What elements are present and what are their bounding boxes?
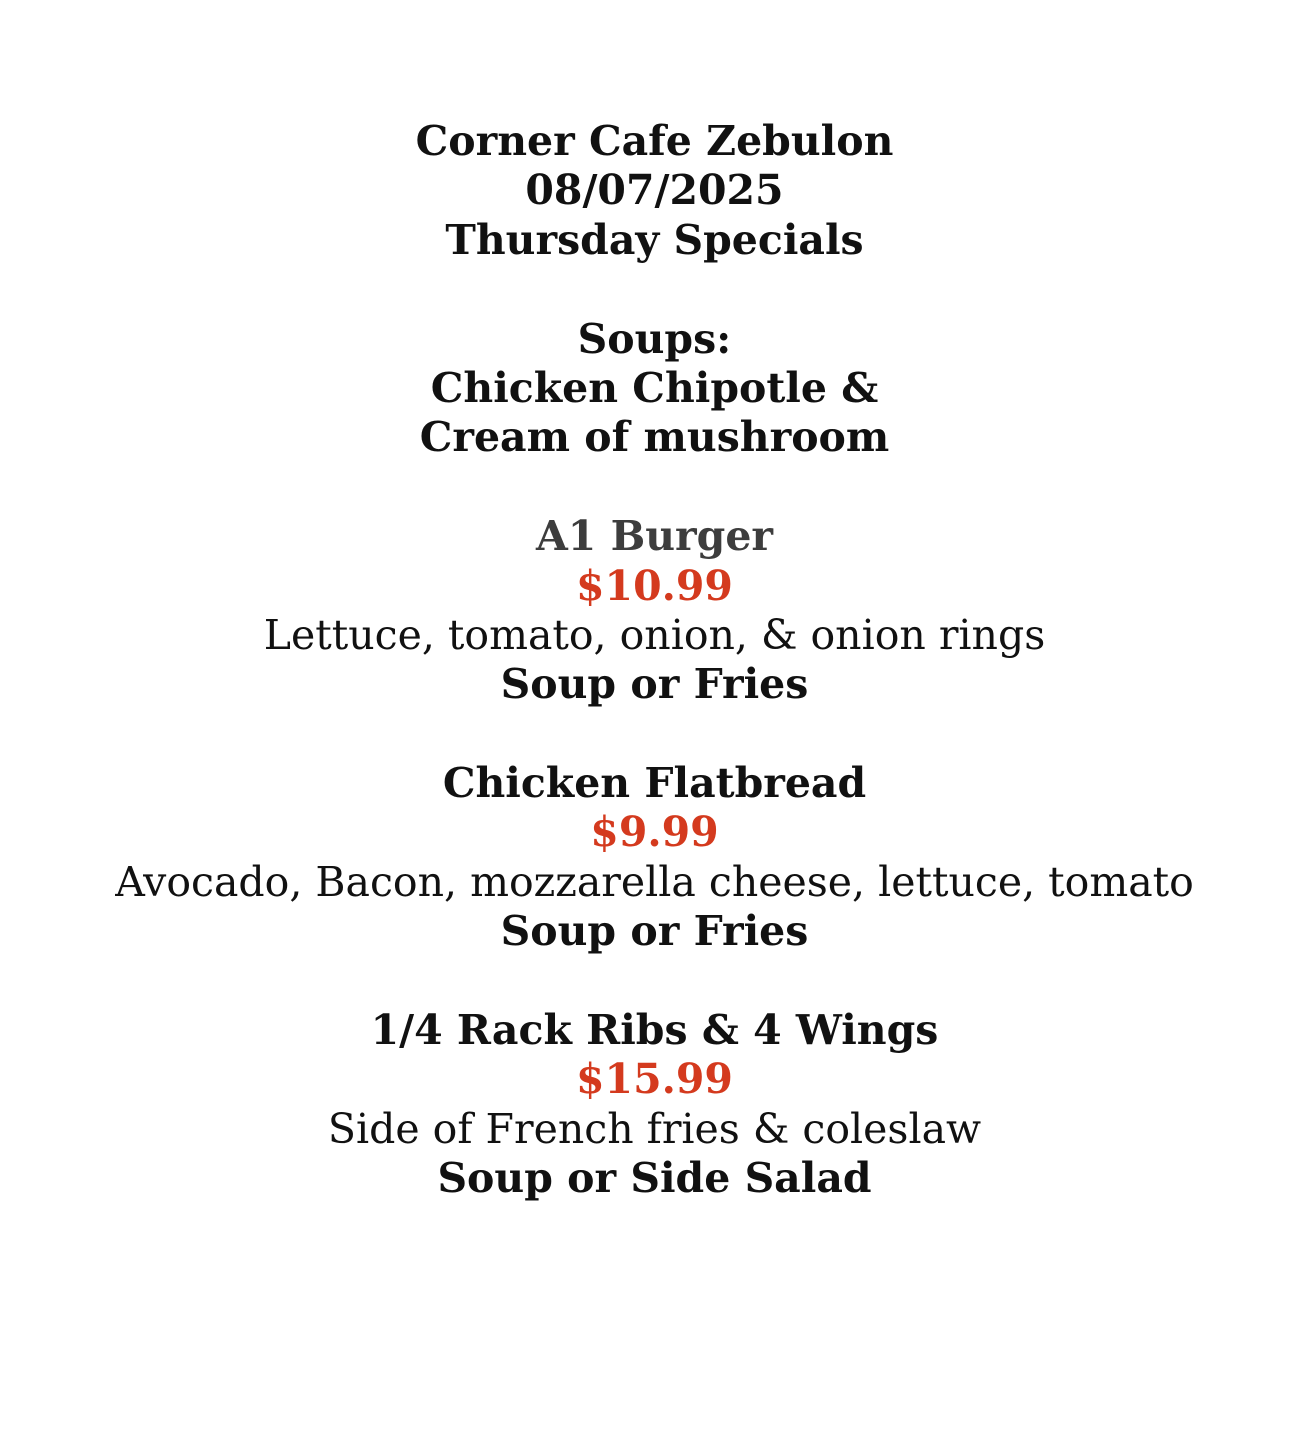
special-name: 1/4 Rack Ribs & 4 Wings (370, 1006, 939, 1055)
special-price: $9.99 (590, 808, 719, 857)
special-side: Soup or Side Salad (437, 1154, 872, 1203)
spacer (0, 710, 1309, 759)
special-item-ribs-wings (0, 1006, 1309, 1204)
special-name: A1 Burger (535, 512, 774, 561)
special-price: $10.99 (576, 561, 733, 610)
soup-item-2: Cream of mushroom (419, 413, 890, 462)
special-price: $15.99 (576, 1055, 733, 1104)
cafe-name: Corner Cafe Zebulon (415, 117, 894, 165)
menu-date: 08/07/2025 (525, 166, 784, 215)
special-description: Avocado, Bacon, mozzarella cheese, lettuce, tomato (115, 857, 1194, 906)
soups-heading: Soups: (577, 314, 732, 363)
special-item-chicken-flatbread (0, 759, 1309, 957)
special-side: Soup or Fries (500, 907, 809, 956)
special-description: Side of French fries & coleslaw (327, 1104, 982, 1153)
menu-header (0, 117, 1309, 265)
soups-section (0, 315, 1309, 463)
special-item-a1-burger (0, 512, 1309, 710)
spacer (0, 265, 1309, 314)
special-name: Chicken Flatbread (442, 759, 867, 808)
spacer (0, 463, 1309, 512)
spacer (0, 957, 1309, 1006)
soup-item-1: Chicken Chipotle & (430, 363, 879, 412)
special-side: Soup or Fries (500, 660, 809, 709)
special-description: Lettuce, tomato, onion, & onion rings (263, 610, 1046, 659)
menu-title: Thursday Specials (445, 215, 864, 264)
